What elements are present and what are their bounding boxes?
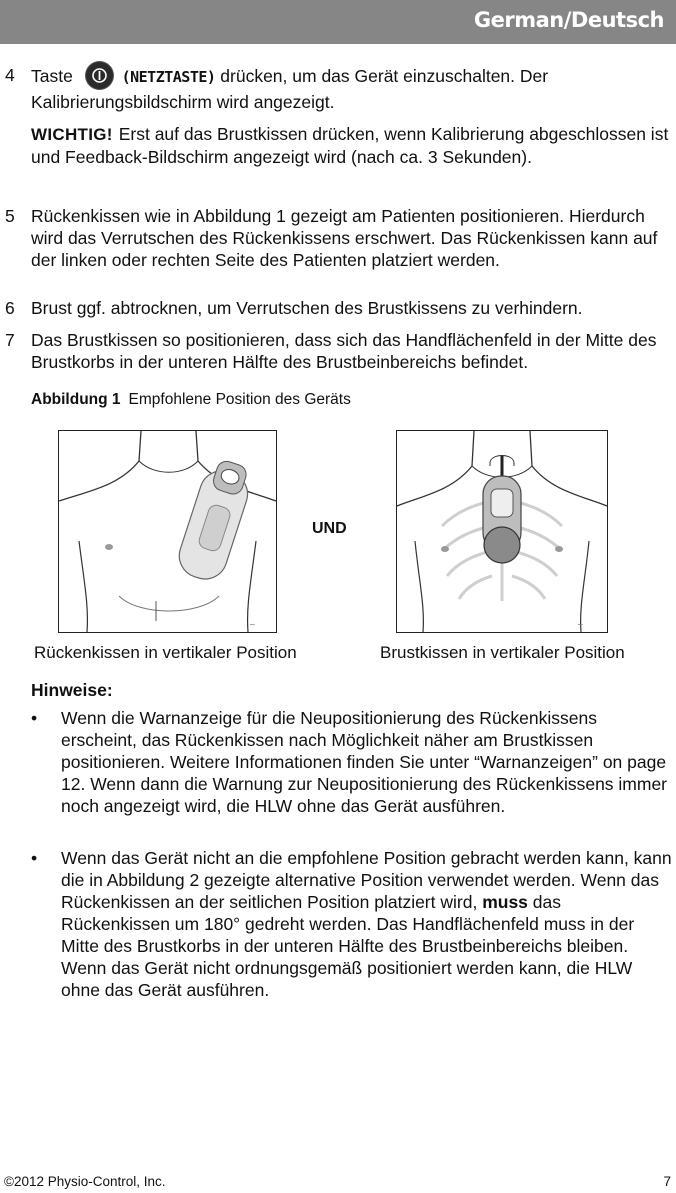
step-number: 7 xyxy=(5,330,15,350)
svg-text:~: ~ xyxy=(577,620,584,629)
step-number: 5 xyxy=(5,206,15,226)
language-title: German/Deutsch xyxy=(473,8,664,32)
notes-title: Hinweise: xyxy=(31,680,113,700)
torso-illustration-left xyxy=(59,431,276,632)
step-text-post: drücken, um das Gerät einzuschalten. Der Kalibrierungsbildschirm wird angezeigt. xyxy=(31,66,549,112)
important-label: WICHTIG! xyxy=(31,125,113,144)
footer-copyright: ©2012 Physio-Control, Inc. xyxy=(4,1174,166,1189)
bullet-symbol: • xyxy=(31,848,38,868)
svg-text:~: ~ xyxy=(249,620,256,629)
important-text: Erst auf das Brustkissen drücken, wenn Kalibrierung abgeschlossen ist und Feedback-Bildschirm angezeigt wird (nach ca. 3 Sekunden). xyxy=(31,124,669,167)
power-button-icon xyxy=(86,62,113,89)
figure-caption xyxy=(31,389,351,411)
figure-label: Abbildung 1 xyxy=(31,391,121,408)
torso-illustration-right xyxy=(397,431,607,632)
figure-back-pad-position xyxy=(58,430,277,633)
figure-left-caption: Rückenkissen in vertikaler Position xyxy=(34,643,297,662)
step-text: Das Brustkissen so positionieren, dass sich das Handflächenfeld in der Mitte des Brustkorbs in der unteren Hälfte des Brustbeinbereichs befindet. xyxy=(31,330,657,372)
step-text: Rückenkissen wie in Abbildung 1 gezeigt am Patienten positionieren. Hierdurch wird das Verrutschen des Rückenkissens erschwert. Das Rückenkissen kann auf der linken oder rechten Seite des Patienten platziert werden. xyxy=(31,206,658,270)
page-header xyxy=(0,0,676,44)
note-text-post: das Rückenkissen um 180° gedreht werden. Das Handflächenfeld muss in der Mitte des Brustkorbs in der unteren Hälfte des Brustbeinbereichs bleiben. Wenn das Gerät nicht ordnungsgemäß positioniert werden kann, die HLW ohne das Gerät ausführen. xyxy=(61,892,635,1000)
step-text: Brust ggf. abtrocknen, um Verrutschen des Brustkissens zu verhindern. xyxy=(31,298,583,318)
bullet-symbol: • xyxy=(31,708,38,728)
power-button-label: (NETZTASTE) xyxy=(121,68,216,87)
step-text xyxy=(31,64,671,113)
figure-right-caption: Brustkissen in vertikaler Position xyxy=(380,643,625,662)
figure-title: Empfohlene Position des Geräts xyxy=(128,391,351,408)
footer-page-number: 7 xyxy=(663,1174,671,1189)
note-text-emphasis: muss xyxy=(482,892,528,912)
figure-connector: UND xyxy=(312,520,347,537)
step-text-pre: Taste xyxy=(31,66,73,87)
figure-chest-pad-position xyxy=(396,430,608,633)
note-text-pre: Wenn das Gerät nicht an die empfohlene Position gebracht werden kann, kann die in Abbildung 2 gezeigte alternative Position verwendet werden. Wenn das Rückenkissen an der seitlichen Position platziert wird, xyxy=(61,848,672,912)
step-number: 6 xyxy=(5,298,15,318)
note-text: Wenn die Warnanzeige für die Neupositionierung des Rückenkissens erscheint, das Rückenkissen nach Möglichkeit näher am Brustkissen positionieren. Weitere Informationen finden Sie unter “Warnanzeigen” on page 12. Wenn dann die Warnung zur Neupositionierung des Rückenkissens immer noch angezeigt wird, die HLW ohne das Gerät ausführen. xyxy=(61,708,668,816)
step-number: 4 xyxy=(5,65,15,85)
note-text xyxy=(61,847,673,1001)
